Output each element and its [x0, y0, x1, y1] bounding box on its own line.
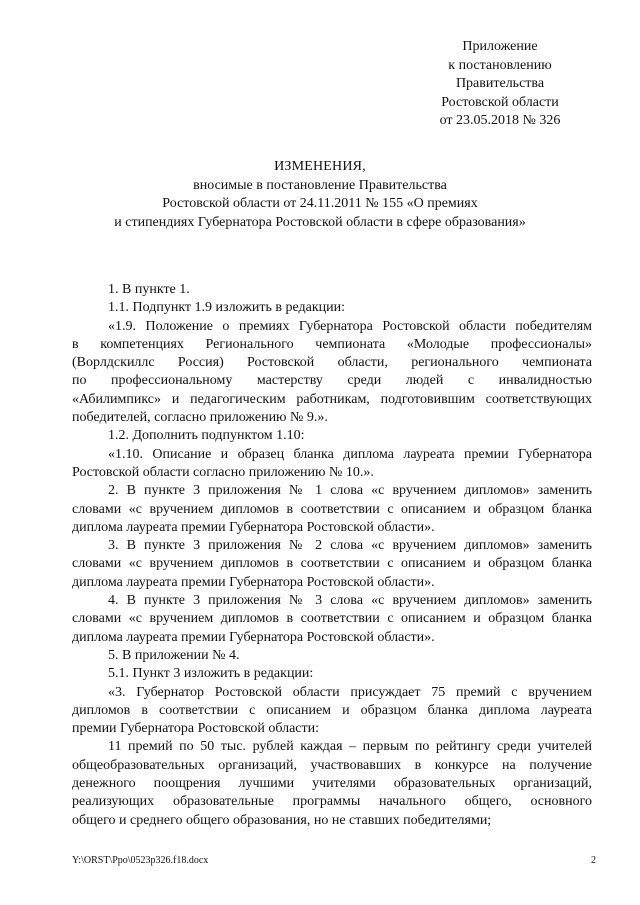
page-footer: [72, 855, 596, 866]
paragraph-line: 1.1. Подпункт 1.9 изложить в редакции:: [108, 300, 346, 316]
paragraph: [72, 665, 592, 683]
paragraph-line: диплома лауреата премии Губернатора Ростовской области».: [72, 629, 435, 645]
paragraph-line: «Абилимпикс» и педагогическим работникам, подготовившим соответствующих: [72, 391, 592, 407]
paragraph-line: в компетенциях Регионального чемпионата «Молодые профессионалы»: [72, 336, 592, 352]
paragraph-line: «1.9. Положение о премиях Губернатора Ростовской области победителям: [108, 318, 592, 334]
paragraph-line: диплома лауреата премии Губернатора Ростовской области».: [72, 519, 435, 535]
paragraph-line: 11 премий по 50 тыс. рублей каждая – первым по рейтингу среди учителей: [108, 739, 592, 755]
paragraph: [72, 592, 592, 647]
paragraph-line: 2. В пункте 3 приложения № 1 слова «с вручением дипломов» заменить: [108, 483, 592, 499]
paragraph-line: словами «с вручением дипломов в соответствии с описанием и образцом бланка: [72, 501, 592, 517]
paragraph-line: общего и среднего общего образования, но не ставших победителями;: [72, 812, 492, 828]
appendix-line: Приложение: [462, 39, 538, 54]
paragraph-line: победителей, согласно приложению № 9.».: [72, 410, 328, 426]
page-number: 2: [591, 855, 596, 866]
appendix-line: Правительства: [455, 76, 545, 91]
appendix-header: [420, 38, 580, 131]
title-heading: ИЗМЕНЕНИЯ,: [274, 159, 366, 174]
paragraph-line: общеобразовательных организаций, участвовавших в конкурсе на получение: [72, 757, 592, 773]
paragraph-line: Ростовской области согласно приложению № 10.».: [72, 464, 374, 480]
paragraph-line: 1. В пункте 1.: [108, 282, 190, 297]
paragraph-line: дипломов в соответствии с описанием и образцом бланка диплома лауреата: [72, 702, 592, 718]
paragraph-line: 3. В пункте 3 приложения № 2 слова «с вручением дипломов» заменить: [108, 538, 592, 554]
appendix-line: Ростовской области: [441, 94, 559, 110]
paragraph: [72, 318, 592, 428]
paragraph-line: 1.2. Дополнить подпунктом 1.10:: [108, 428, 305, 444]
footer-filename: Y:\ORST\Ppo\0523p326.f18.docx: [72, 855, 209, 866]
paragraph-line: диплома лауреата премии Губернатора Ростовской области».: [72, 574, 435, 590]
document-title: [60, 158, 580, 232]
paragraph-line: «1.10. Описание и образец бланка диплома лауреата премии Губернатора: [108, 446, 592, 462]
paragraph-line: 5.1. Пункт 3 изложить в редакции:: [108, 666, 314, 682]
paragraph: [72, 427, 592, 445]
paragraph-line: (Ворлдскиллс Россия) Ростовской области, регионального чемпионата: [72, 355, 592, 371]
paragraph-line: «3. Губернатор Ростовской области присуждает 75 премий с вручением: [108, 684, 592, 700]
paragraph: [72, 684, 592, 739]
title-line: Ростовской области от 24.11.2011 № 155 «О премиях: [162, 196, 478, 211]
paragraph: [72, 281, 592, 299]
paragraph-line: словами «с вручением дипломов в соответствии с описанием и образцом бланка: [72, 611, 592, 627]
paragraph-line: денежного поощрения лучшими учителями образовательных организаций,: [72, 776, 592, 792]
paragraph-line: премии Губернатора Ростовской области:: [72, 721, 320, 737]
paragraph: [72, 647, 592, 665]
paragraph-line: 5. В приложении № 4.: [108, 647, 240, 663]
paragraph: [72, 482, 592, 537]
document-body: [72, 281, 592, 830]
paragraph-line: 4. В пункте 3 приложения № 3 слова «с вручением дипломов» заменить: [108, 593, 592, 609]
paragraph: [72, 299, 592, 317]
paragraph-line: реализующих образовательные программы начального общего, основного: [72, 794, 592, 810]
appendix-line: от 23.05.2018 № 326: [439, 113, 561, 128]
paragraph-line: по профессиональному мастерству среди людей с инвалидностью: [72, 373, 592, 389]
appendix-line: к постановлению: [448, 57, 552, 73]
paragraph: [72, 738, 592, 829]
title-line: вносимые в постановление Правительства: [193, 177, 447, 193]
paragraph: [72, 537, 592, 592]
paragraph: [72, 446, 592, 483]
paragraph-line: словами «с вручением дипломов в соответствии с описанием и образцом бланка: [72, 556, 592, 572]
title-line: и стипендиях Губернатора Ростовской области в сфере образования»: [114, 214, 526, 230]
